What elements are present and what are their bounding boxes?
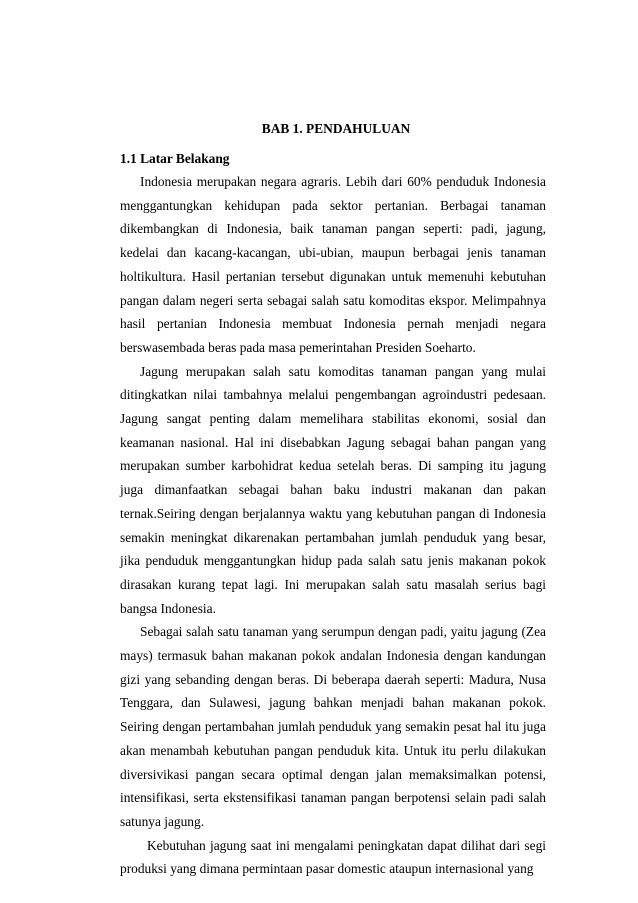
chapter-title: BAB 1. PENDAHULUAN xyxy=(261,121,411,136)
paragraph: Sebagai salah satu tanaman yang serumpun dengan padi, yaitu jagung (Zea mays) termasuk bahan makanan pokok andalan Indonesia dengan kandungan gizi yang sebanding dengan beras. Di beberapa daerah seperti: Madura, Nusa Tenggara, dan Sulawesi, jagung bahkan menjadi bahan makanan pokok. Seiring dengan pertambahan jumlah penduduk yang semakin pesat hal itu juga akan menambah kebutuhan pangan penduduk kita. Untuk itu perlu dilakukan diversivikasi pangan secara optimal dengan jalan memaksimalkan potensi, intensifikasi, serta ekstensifikasi tanaman pangan berpotensi selain padi salah satunya jagung. xyxy=(120,624,546,829)
paragraph: Jagung merupakan salah satu komoditas tanaman pangan yang mulai ditingkatkan nilai tambahnya melalui pengembangan agroindustri pedesaan. Jagung sangat penting dalam memelihara stabilitas ekonomi, sosial dan keamanan nasional. Hal ini disebabkan Jagung sebagai bahan pangan yang merupakan sumber karbohidrat kedua setelah beras. Di samping itu jagung juga dimanfaatkan sebagai bahan baku industri makanan dan pakan ternak.Seiring dengan berjalannya waktu yang kebutuhan pangan di Indonesia semakin meningkat dikarenakan pertambahan jumlah penduduk yang besar, jika penduduk menggantungkan hidup pada salah satu jenis makanan pokok dirasakan kurang tepat lagi. Ini merupakan salah satu masalah serius bagi bangsa Indonesia. xyxy=(120,363,546,616)
paragraph: Kebutuhan jagung saat ini mengalami peningkatan dapat dilihat dari segi produksi yang dimana permintaan pasar domestic ataupun internasional yang xyxy=(120,837,546,877)
section-title: 1.1 Latar Belakang xyxy=(120,151,230,166)
body-text xyxy=(120,170,546,881)
paragraph: Indonesia merupakan negara agraris. Lebih dari 60% penduduk Indonesia menggantungkan kehidupan pada sektor pertanian. Berbagai tanaman dikembangkan di Indonesia, baik tanaman pangan seperti: padi, jagung, kedelai dan kacang-kacangan, ubi-ubian, maupun berbagai jenis tanaman holtikultura. Hasil pertanian tersebut digunakan untuk memenuhi kebutuhan pangan dalam negeri serta sebagai salah satu komoditas ekspor. Melimpahnya hasil pertanian Indonesia membuat Indonesia pernah menjadi negara berswasembada beras pada masa pemerintahan Presiden Soeharto. xyxy=(120,174,546,355)
